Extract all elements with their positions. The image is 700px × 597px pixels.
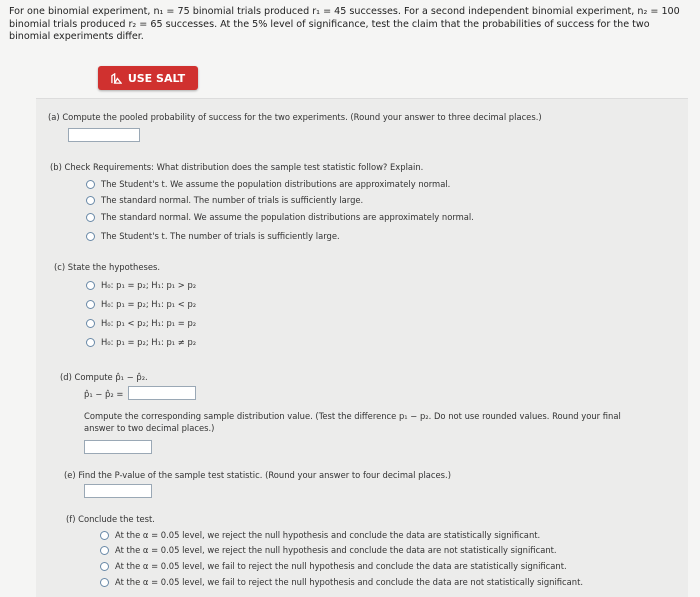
part-e-pvalue-input[interactable]	[84, 484, 152, 498]
option-label: H₀: p₁ < p₂; H₁: p₁ = p₂	[101, 318, 197, 328]
part-b-option-2[interactable]	[86, 195, 363, 205]
option-label: H₀: p₁ = p₂; H₁: p₁ < p₂	[101, 299, 197, 309]
option-label: The standard normal. The number of trials is sufficiently large.	[101, 195, 364, 205]
radio-button[interactable]	[86, 180, 95, 189]
part-d-difference-input[interactable]	[128, 386, 196, 400]
part-c-option-3[interactable]	[86, 318, 196, 328]
part-d-test-statistic-input[interactable]	[84, 440, 152, 454]
option-label: At the α = 0.05 level, we fail to reject the null hypothesis and conclude the data are statistically significant.	[115, 561, 567, 571]
part-e-prompt: (e) Find the P-value of the sample test statistic. (Round your answer to four decimal places.)	[64, 470, 451, 480]
part-f-option-2[interactable]	[100, 545, 557, 555]
part-c-prompt: (c) State the hypotheses.	[54, 262, 161, 272]
part-f-prompt: (f) Conclude the test.	[66, 514, 155, 524]
part-d-subprompt-1: Compute the corresponding sample distribution value. (Test the difference p₁ − p₂. Do not use rounded values. Round your final	[84, 411, 621, 421]
radio-button[interactable]	[86, 319, 95, 328]
radio-button[interactable]	[86, 300, 95, 309]
problem-line-1: For one binomial experiment, n₁ = 75 binomial trials produced r₁ = 45 successes. For a second independent binomial experiment, n₂ = 100	[9, 6, 680, 17]
part-c-option-1[interactable]	[86, 280, 196, 290]
part-d-equation-label: p̂₁ − p̂₂ =	[84, 389, 124, 399]
use-salt-button[interactable]	[98, 66, 198, 90]
option-label: The Student's t. The number of trials is sufficiently large.	[101, 231, 340, 241]
radio-button[interactable]	[86, 338, 95, 347]
part-d-prompt: (d) Compute p̂₁ − p̂₂.	[60, 372, 148, 382]
part-f-option-4[interactable]	[100, 577, 583, 587]
radio-button[interactable]	[100, 546, 109, 555]
radio-button[interactable]	[86, 281, 95, 290]
problem-line-3: binomial experiments differ.	[9, 31, 144, 43]
option-label: At the α = 0.05 level, we fail to reject the null hypothesis and conclude the data are not statistically significant.	[115, 577, 584, 587]
problem-line-2: binomial trials produced r₂ = 65 successes. At the 5% level of significance, test the claim that the probabilities of success for the two	[9, 18, 650, 30]
part-b-option-1[interactable]	[86, 179, 450, 189]
option-label: H₀: p₁ = p₂; H₁: p₁ ≠ p₂	[101, 337, 197, 347]
radio-button[interactable]	[86, 213, 95, 222]
part-d-subprompt-2: answer to two decimal places.)	[84, 423, 215, 433]
salt-icon	[111, 73, 122, 84]
radio-button[interactable]	[100, 562, 109, 571]
option-label: At the α = 0.05 level, we reject the null hypothesis and conclude the data are statistically significant.	[115, 530, 541, 540]
part-f-option-3[interactable]	[100, 561, 567, 571]
part-f-option-1[interactable]	[100, 530, 540, 540]
part-a-prompt: (a) Compute the pooled probability of success for the two experiments. (Round your answer to three decimal places.)	[48, 112, 542, 122]
radio-button[interactable]	[100, 578, 109, 587]
use-salt-label: USE SALT	[127, 71, 186, 85]
part-c-option-2[interactable]	[86, 299, 196, 309]
radio-button[interactable]	[86, 232, 95, 241]
part-a-answer-input[interactable]	[68, 128, 140, 142]
part-b-option-3[interactable]	[86, 212, 474, 222]
part-b-prompt: (b) Check Requirements: What distribution does the sample test statistic follow? Explain.	[50, 162, 424, 172]
part-c-option-4[interactable]	[86, 337, 196, 347]
option-label: H₀: p₁ = p₂; H₁: p₁ > p₂	[101, 280, 197, 290]
option-label: The standard normal. We assume the population distributions are approximately normal.	[101, 212, 474, 222]
option-label: At the α = 0.05 level, we reject the null hypothesis and conclude the data are not statistically significant.	[115, 545, 557, 555]
radio-button[interactable]	[100, 531, 109, 540]
radio-button[interactable]	[86, 196, 95, 205]
option-label: The Student's t. We assume the population distributions are approximately normal.	[101, 179, 451, 189]
problem-statement	[9, 6, 689, 44]
part-b-option-4[interactable]	[86, 231, 340, 241]
